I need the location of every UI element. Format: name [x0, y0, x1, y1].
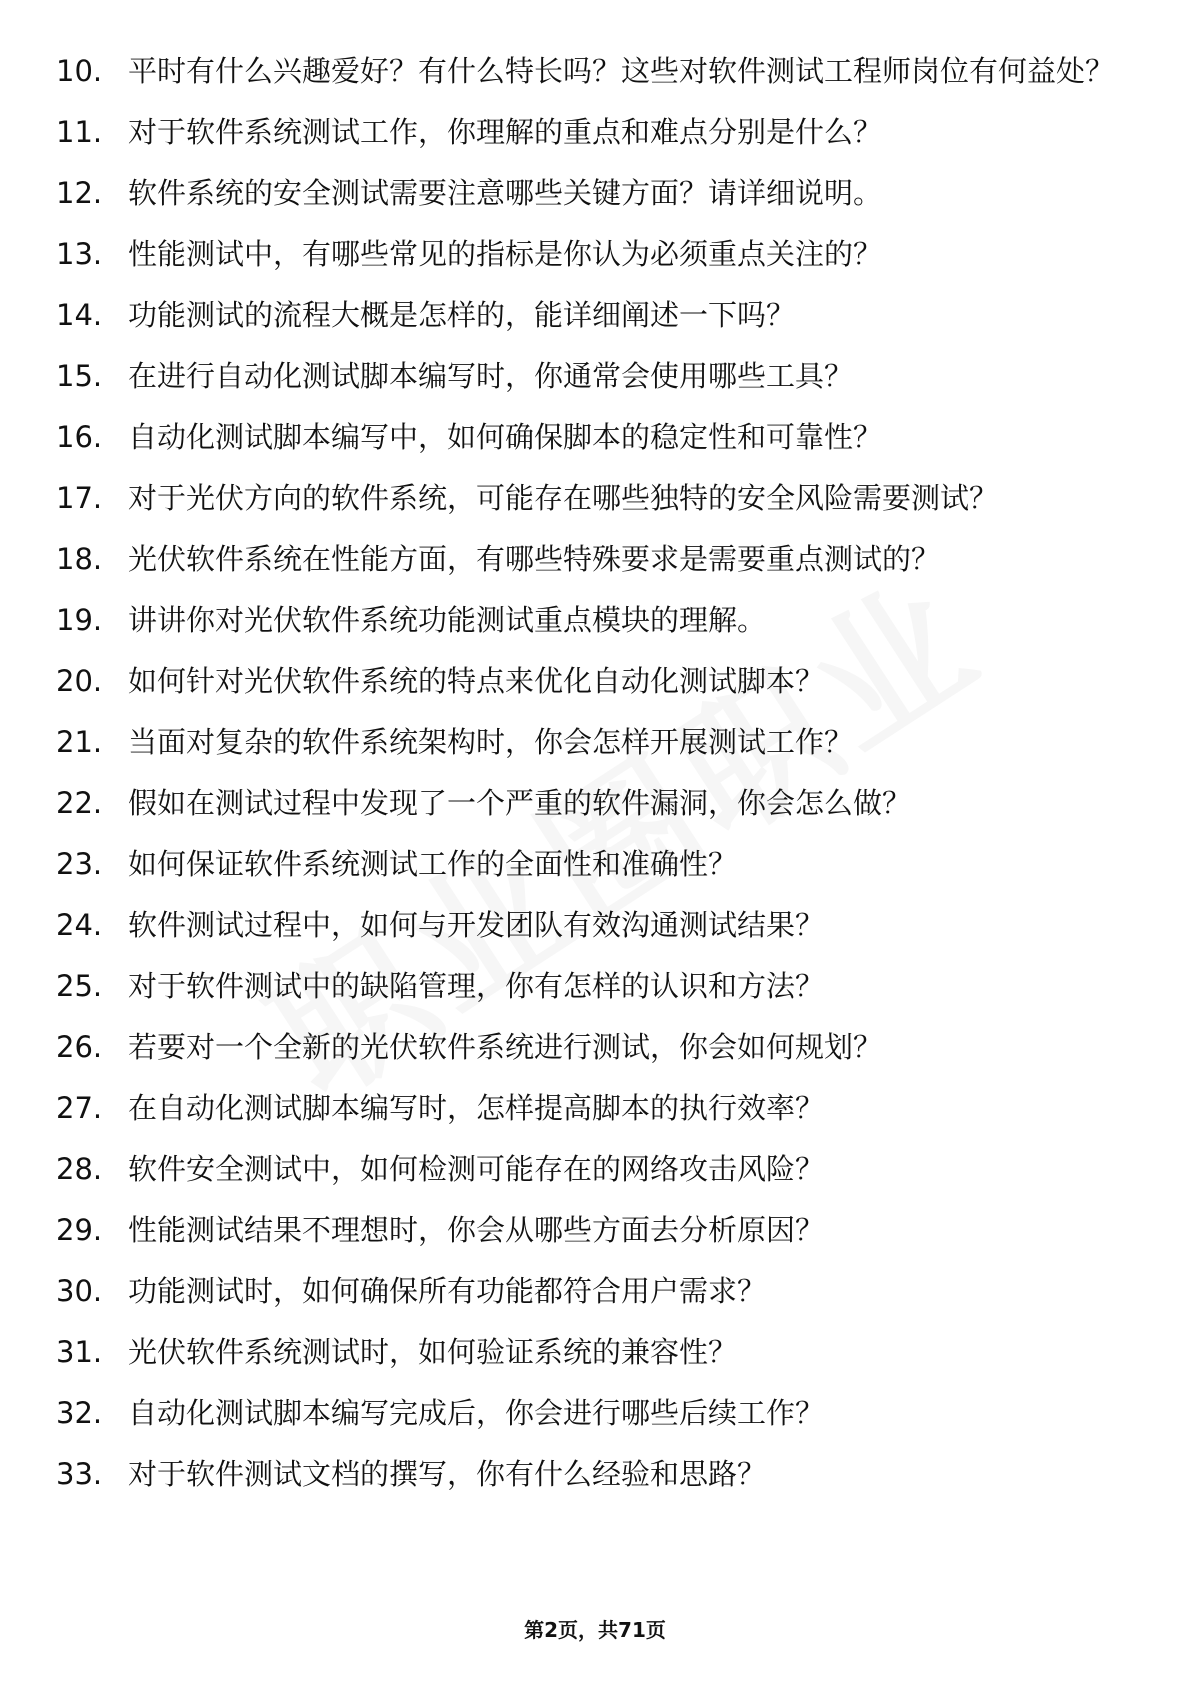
question-text: 性能测试结果不理想时，你会从哪些方面去分析原因？ [128, 1213, 825, 1247]
question-text: 如何针对光伏软件系统的特点来优化自动化测试脚本？ [128, 664, 825, 698]
question-number: 16. [56, 420, 103, 454]
question-number: 33. [56, 1457, 103, 1491]
question-text: 在自动化测试脚本编写时，怎样提高脚本的执行效率？ [128, 1091, 825, 1125]
question-item [56, 52, 1116, 91]
question-number: 11. [56, 115, 103, 149]
question-number: 23. [56, 847, 103, 881]
question-item [56, 113, 1116, 152]
question-item [56, 357, 1116, 396]
question-number: 14. [56, 298, 103, 332]
question-item [56, 845, 1116, 884]
question-number: 10. [56, 54, 103, 88]
question-number: 28. [56, 1152, 103, 1186]
question-text: 软件系统的安全测试需要注意哪些关键方面？请详细说明。 [128, 176, 883, 210]
question-text: 光伏软件系统在性能方面，有哪些特殊要求是需要重点测试的？ [128, 542, 941, 576]
question-item [56, 967, 1116, 1006]
question-item [56, 296, 1116, 335]
question-number: 18. [56, 542, 103, 576]
question-number: 27. [56, 1091, 103, 1125]
question-number: 21. [56, 725, 103, 759]
question-item [56, 1394, 1116, 1433]
question-text: 对于软件测试中的缺陷管理，你有怎样的认识和方法？ [128, 969, 825, 1003]
question-item [56, 1211, 1116, 1250]
question-text: 自动化测试脚本编写中，如何确保脚本的稳定性和可靠性？ [128, 420, 883, 454]
question-text: 平时有什么兴趣爱好？有什么特长吗？这些对软件测试工程师岗位有何益处？ [128, 54, 1115, 88]
question-text: 假如在测试过程中发现了一个严重的软件漏洞，你会怎么做？ [128, 786, 912, 820]
question-item [56, 1150, 1116, 1189]
question-list [56, 52, 1116, 1516]
question-number: 12. [56, 176, 103, 210]
question-text: 软件测试过程中，如何与开发团队有效沟通测试结果？ [128, 908, 825, 942]
question-number: 29. [56, 1213, 103, 1247]
question-item [56, 1272, 1116, 1311]
question-item [56, 723, 1116, 762]
page-footer: 第2页，共71页 [524, 1618, 666, 1642]
question-number: 31. [56, 1335, 103, 1369]
question-item [56, 1333, 1116, 1372]
question-item [56, 1028, 1116, 1067]
question-number: 13. [56, 237, 103, 271]
question-text: 自动化测试脚本编写完成后，你会进行哪些后续工作？ [128, 1396, 825, 1430]
question-item [56, 174, 1116, 213]
question-text: 功能测试时，如何确保所有功能都符合用户需求？ [128, 1274, 767, 1308]
question-number: 24. [56, 908, 103, 942]
question-item [56, 662, 1116, 701]
question-text: 若要对一个全新的光伏软件系统进行测试，你会如何规划？ [128, 1030, 883, 1064]
question-text: 功能测试的流程大概是怎样的，能详细阐述一下吗？ [128, 298, 796, 332]
question-text: 如何保证软件系统测试工作的全面性和准确性？ [128, 847, 738, 881]
question-text: 对于软件系统测试工作，你理解的重点和难点分别是什么？ [128, 115, 883, 149]
question-item [56, 1455, 1116, 1494]
question-number: 25. [56, 969, 103, 1003]
question-item [56, 479, 1116, 518]
question-text: 在进行自动化测试脚本编写时，你通常会使用哪些工具？ [128, 359, 854, 393]
question-number: 26. [56, 1030, 103, 1064]
question-item [56, 540, 1116, 579]
question-text: 讲讲你对光伏软件系统功能测试重点模块的理解。 [128, 603, 767, 637]
question-number: 32. [56, 1396, 103, 1430]
question-text: 光伏软件系统测试时，如何验证系统的兼容性？ [128, 1335, 738, 1369]
question-item [56, 235, 1116, 274]
question-number: 15. [56, 359, 103, 393]
question-item [56, 784, 1116, 823]
question-item [56, 906, 1116, 945]
question-text: 当面对复杂的软件系统架构时，你会怎样开展测试工作？ [128, 725, 854, 759]
question-text: 对于光伏方向的软件系统，可能存在哪些独特的安全风险需要测试？ [128, 481, 999, 515]
question-item [56, 418, 1116, 457]
question-number: 22. [56, 786, 103, 820]
question-item [56, 1089, 1116, 1128]
question-number: 17. [56, 481, 103, 515]
question-item [56, 601, 1116, 640]
question-number: 19. [56, 603, 103, 637]
question-text: 性能测试中，有哪些常见的指标是你认为必须重点关注的？ [128, 237, 883, 271]
question-text: 对于软件测试文档的撰写，你有什么经验和思路？ [128, 1457, 767, 1491]
question-number: 30. [56, 1274, 103, 1308]
question-text: 软件安全测试中，如何检测可能存在的网络攻击风险？ [128, 1152, 825, 1186]
question-number: 20. [56, 664, 103, 698]
